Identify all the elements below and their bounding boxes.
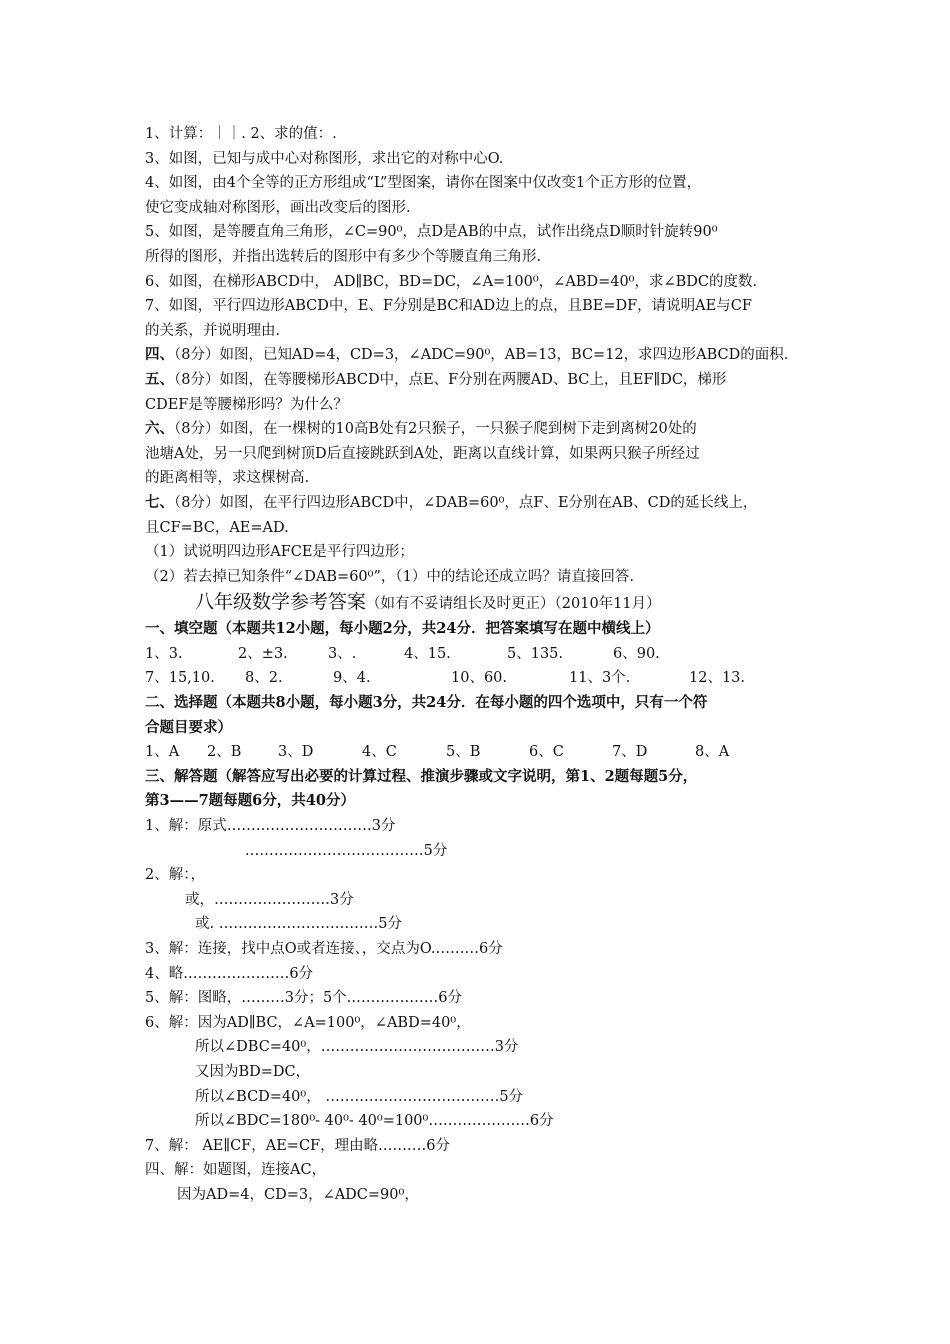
answer-title-note: （如有不妥请组长及时更正）（2010年11月） <box>366 596 661 613</box>
section-5-text: （8分）如图，在等腰梯形ABCD中，点E、F分别在两腰AD、BC上，且EF∥DC，梯形 <box>174 371 727 388</box>
fill-blank-row-2 <box>145 666 825 691</box>
solution-line: 或. ……………………………5分 <box>195 916 402 933</box>
section-7-label: 七、 <box>145 493 174 511</box>
question-4-line1: 4、如图，由4个全等的正方形组成“L”型图案，请你在图案中仅改变1个正方形的位置， <box>145 175 702 192</box>
fill-blank-header: 一、填空题（本题共12小题，每小题2分，共24分．把答案填写在题中横线上） <box>145 620 660 638</box>
solution-line: 所以∠BDC=180⁰- 40⁰- 40⁰=100⁰…………………6分 <box>195 1113 554 1130</box>
section-4-label: 四、 <box>145 346 174 364</box>
answer-item: 8、2. <box>245 670 283 687</box>
fill-blank-row-1 <box>145 642 825 667</box>
section-5-label: 五、 <box>145 370 174 388</box>
section-7-text: （8分）如图，在平行四边形ABCD中，∠DAB=60⁰，点F、E分别在AB、CD的延长线上， <box>174 494 758 511</box>
section-6 <box>145 417 825 442</box>
answer-item: 7、D <box>612 744 648 761</box>
answer-item: 4、C <box>362 744 397 761</box>
answer-title <box>145 589 825 617</box>
section-6-line3: 的距离相等，求这棵树高. <box>145 470 310 487</box>
solution-line: 5、解：图略，………3分；5个.………………6分 <box>145 990 463 1007</box>
answer-item: 3、. <box>328 645 357 662</box>
answer-item: 5、135. <box>507 645 564 662</box>
solution-line: 四、解：如题图，连接AC， <box>145 1162 327 1179</box>
solution-line: 因为AD=4，CD=3，∠ADC=90⁰， <box>177 1186 419 1203</box>
section-4-text: （8分）如图，已知AD=4，CD=3，∠ADC=90⁰，AB=13，BC=12，求四边形ABCD的面积. <box>174 347 789 364</box>
question-7-line2: 的关系，并说明理由. <box>145 322 281 339</box>
section-4 <box>145 343 825 368</box>
choice-header-line1: 二、选择题（本题共8小题，每小题3分，共24分．在每小题的四个选项中，只有一个符 <box>145 694 708 712</box>
answer-item: 8、A <box>695 744 730 761</box>
answer-item: 11、3个. <box>569 670 631 687</box>
section-5 <box>145 368 825 393</box>
solution-line: 所以∠BCD=40⁰， ………………………………5分 <box>195 1088 524 1105</box>
section-6-label: 六、 <box>145 420 174 438</box>
question-5-line1: 5、如图，是等腰直角三角形，∠C=90⁰，点D是AB的中点，试作出绕点D顺时针旋转90⁰ <box>145 224 718 241</box>
section-7-sub2: （2）若去掉已知条件“∠DAB=60⁰”，（1）中的结论还成立吗？请直接回答. <box>145 568 634 585</box>
question-5-line2: 所得的图形，并指出选转后的图形中有多少个等腰直角三角形. <box>145 248 542 265</box>
solution-line: .………………………………5分 <box>245 842 448 859</box>
solution-line: 或，……………………3分 <box>185 891 354 908</box>
answer-item: 3、D <box>278 744 314 761</box>
answer-item: 12、13. <box>689 670 746 687</box>
answer-item: 10、60. <box>451 670 508 687</box>
question-4-line2: 使它变成轴对称图形，画出改变后的图形. <box>145 199 411 216</box>
solution-line: 1、解：原式…………………………3分 <box>145 818 396 835</box>
choice-header-line2: 合题目要求） <box>145 718 232 736</box>
answer-item: 7、15,10. <box>145 670 215 687</box>
solutions-header-line2: 第3——7题每题6分，共40分） <box>145 792 355 810</box>
answer-item: 9、4. <box>333 670 371 687</box>
solution-line: 6、解：因为AD∥BC，∠A=100⁰，∠ABD=40⁰， <box>145 1014 471 1031</box>
question-7-line1: 7、如图，平行四边形ABCD中，E、F分别是BC和AD边上的点，且BE=DF，请说明AE与CF <box>145 298 752 315</box>
answer-title-main: 八年级数学参考答案 <box>195 591 367 614</box>
solutions-header-line1: 三、解答题（解答应写出必要的计算过程、推演步骤或文字说明，第1、2题每题5分， <box>145 767 698 785</box>
choice-answers <box>145 740 825 765</box>
answer-item: 6、90. <box>613 645 660 662</box>
question-1-2: 1、计算：｜｜. 2、求的值：. <box>145 126 337 142</box>
solution-line: 又因为BD=DC， <box>195 1063 311 1080</box>
question-3: 3、如图，已知与成中心对称图形，求出它的对称中心O. <box>145 150 504 167</box>
solution-line: 7、解： AE∥CF，AE=CF，理由略.………6分 <box>145 1137 450 1154</box>
document-page <box>145 122 825 1208</box>
section-6-text: （8分）如图，在一棵树的10高B处有2只猴子，一只猴子爬到树下走到离树20处的 <box>174 421 697 438</box>
question-6: 6、如图，在梯形ABCD中， AD∥BC，BD=DC，∠A=100⁰，∠ABD=40⁰，求∠BDC的度数. <box>145 273 758 290</box>
answer-item: 1、3. <box>145 645 183 662</box>
solution-line: 4、略.…………………6分 <box>145 965 314 982</box>
section-7-line2: 且CF=BC，AE=AD. <box>145 519 289 536</box>
answer-item: 6、C <box>529 744 564 761</box>
answer-item: 2、±3. <box>238 645 288 662</box>
answer-item: 2、B <box>207 744 242 761</box>
section-6-line2: 池塘A处，另一只爬到树顶D后直接跳跃到A处，距离以直线计算，如果两只猴子所经过 <box>145 445 700 462</box>
solution-line: 2、解：， <box>145 867 205 884</box>
section-5-line2: CDEF是等腰梯形吗？为什么？ <box>145 396 348 413</box>
answer-item: 4、15. <box>404 645 451 662</box>
section-7 <box>145 491 825 516</box>
solution-line: 所以∠DBC=40⁰，………………………………3分 <box>195 1039 519 1056</box>
answer-item: 5、B <box>446 744 481 761</box>
answer-item: 1、A <box>145 744 180 761</box>
solution-line: 3、解：连接，找中点O或者连接、，交点为O.………6分 <box>145 941 503 957</box>
section-7-sub1: （1）试说明四边形AFCE是平行四边形； <box>145 544 414 561</box>
